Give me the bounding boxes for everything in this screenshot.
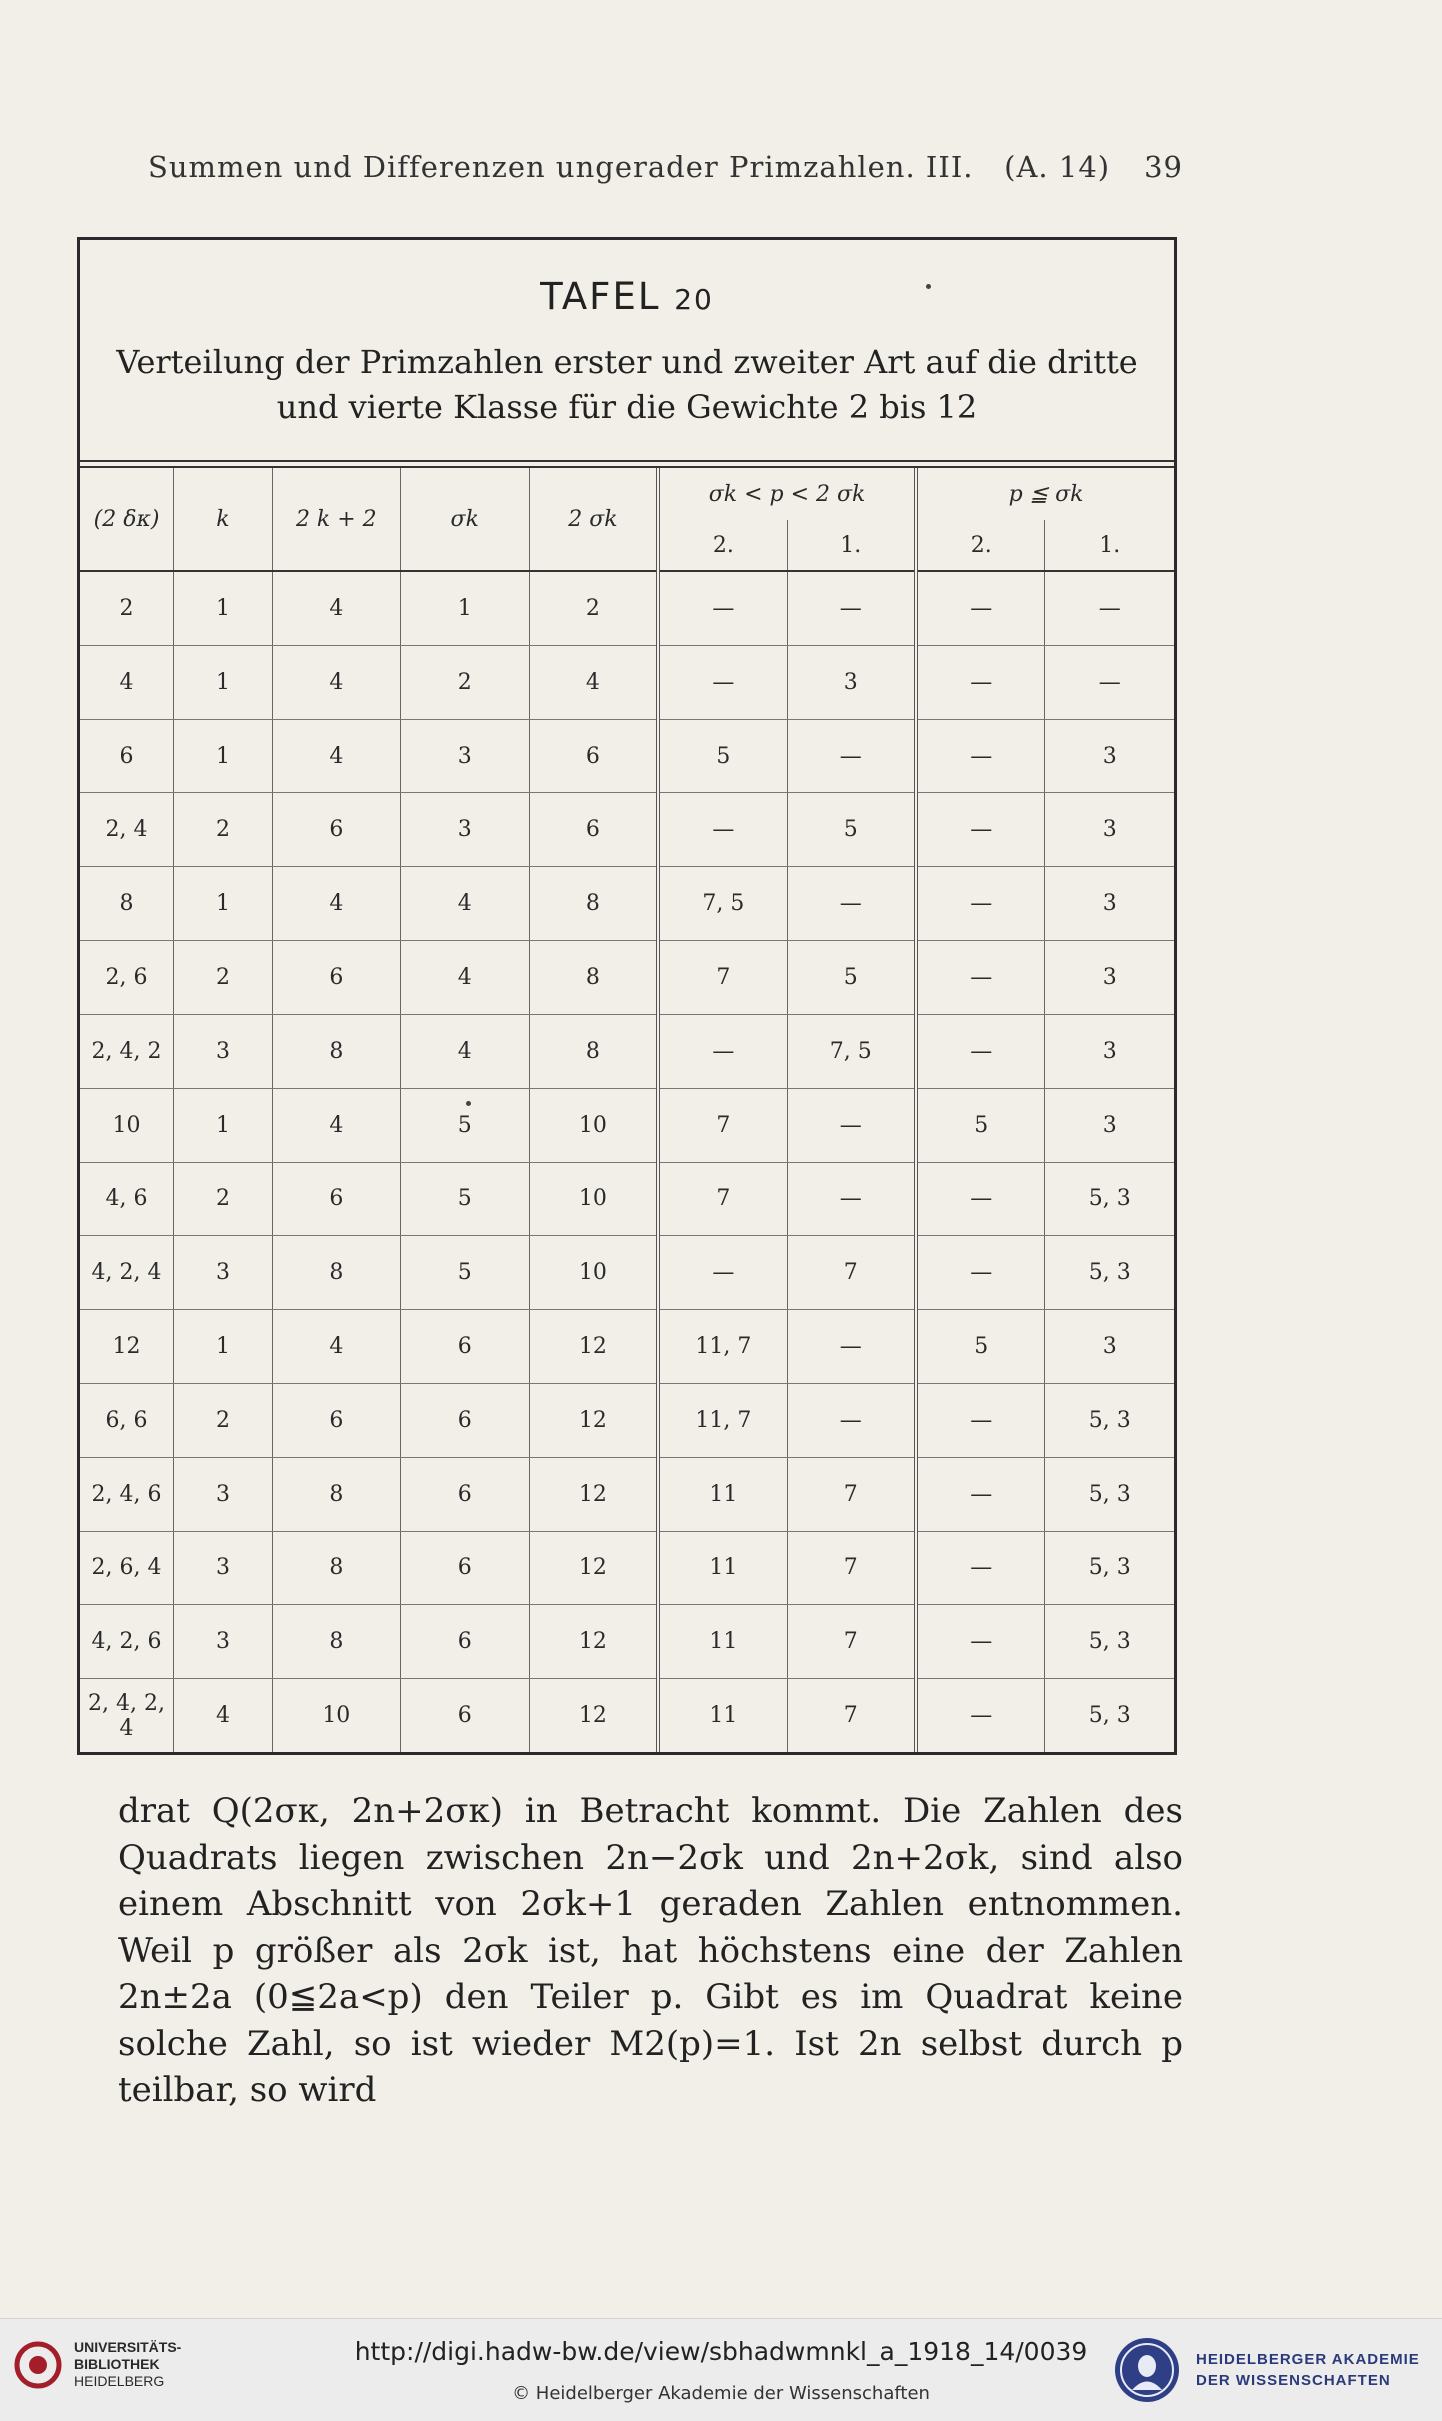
table-title-word: TAFEL (540, 275, 661, 318)
table-cell: 10 (529, 1236, 658, 1310)
table-row (80, 1605, 1174, 1679)
body-paragraph (118, 1788, 1183, 2114)
library-line-1: UNIVERSITÄTS- (74, 2339, 182, 2355)
table-row (80, 1088, 1174, 1162)
table-cell: 5 (787, 941, 916, 1015)
table-cell: 11 (658, 1457, 787, 1531)
table-cell: 4, 6 (80, 1162, 174, 1236)
table-cell: 2, 6, 4 (80, 1531, 174, 1605)
table-cell: 2, 4 (80, 793, 174, 867)
table-cell: 7 (787, 1457, 916, 1531)
table-cell: 2, 4, 2 (80, 1014, 174, 1088)
table-cell: — (658, 793, 787, 867)
table-cell: 7 (787, 1531, 916, 1605)
table-cell: 10 (272, 1679, 400, 1752)
table-cell: 3 (400, 793, 529, 867)
ink-speck (926, 284, 931, 289)
table-cell: 10 (529, 1088, 658, 1162)
table-cell: 8 (80, 867, 174, 941)
table-cell: — (1045, 571, 1174, 645)
table-cell: 7 (658, 941, 787, 1015)
table-row (80, 1236, 1174, 1310)
table-cell: 2 (174, 1383, 273, 1457)
running-head-title: Summen und Differenzen ungerader Primzahlen. III. (148, 150, 974, 184)
table-cell: 3 (1045, 1088, 1174, 1162)
table-cell: — (916, 1014, 1045, 1088)
table-row (80, 867, 1174, 941)
table-cell: 7 (787, 1605, 916, 1679)
table-cell: 4 (174, 1679, 273, 1752)
table-cell: 1 (174, 867, 273, 941)
table-caption-line-1: Verteilung der Primzahlen erster und zweiter Art auf die dritte (116, 343, 1138, 381)
table-cell: — (658, 645, 787, 719)
copyright-notice: © Heidelberger Akademie der Wissenschaften (512, 2383, 930, 2404)
table-cell: — (1045, 645, 1174, 719)
table-cell: — (916, 1162, 1045, 1236)
table-cell: 3 (1045, 1014, 1174, 1088)
table-cell: 6 (272, 1162, 400, 1236)
table-cell: 2 (174, 941, 273, 1015)
table-cell: 11 (658, 1679, 787, 1752)
table-cell: 3 (174, 1457, 273, 1531)
table-cell: 5 (787, 793, 916, 867)
library-line-2: BIBLIOTHEK (74, 2356, 160, 2372)
table-cell: 12 (529, 1457, 658, 1531)
table-cell: 7 (787, 1679, 916, 1752)
table-cell: 1 (174, 719, 273, 793)
source-url-link[interactable]: http://digi.hadw-bw.de/view/sbhadwmnkl_a_1918_14/0039 (354, 2337, 1088, 2366)
table-cell: 5 (400, 1162, 529, 1236)
table-cell: 4 (400, 867, 529, 941)
table-cell: 2, 4, 2, 4 (80, 1679, 174, 1752)
table-cell: 5, 3 (1045, 1383, 1174, 1457)
table-cell: 4 (272, 1310, 400, 1384)
library-line-3: HEIDELBERG (74, 2373, 165, 2389)
academy-seal-icon (1112, 2335, 1182, 2405)
table-cell: 6 (400, 1531, 529, 1605)
table-row (80, 1014, 1174, 1088)
table-cell: 5, 3 (1088, 1703, 1131, 1729)
table-cell: 1 (400, 571, 529, 645)
header-group-below: p ≦ σk (1008, 481, 1084, 507)
footer-bar (0, 2318, 1442, 2421)
table-cell: 8 (272, 1605, 400, 1679)
table-cell: — (787, 1162, 916, 1236)
table-cell: 2, 6 (80, 941, 174, 1015)
table-cell: — (787, 719, 916, 793)
table-cell: — (787, 1088, 916, 1162)
table-cell: 11 (658, 1531, 787, 1605)
table-cell: 5 (400, 1236, 529, 1310)
table-cell: — (658, 1236, 787, 1310)
table-cell: — (916, 1605, 1045, 1679)
table-cell: 4 (272, 1088, 400, 1162)
table-cell: 6 (400, 1310, 529, 1384)
table-title (80, 275, 1174, 318)
table-cell: 4 (80, 645, 174, 719)
table-caption (80, 340, 1174, 430)
table-cell: 11, 7 (658, 1310, 787, 1384)
table-cell: 4 (272, 645, 400, 719)
table-cell: 1 (174, 1310, 273, 1384)
table-cell: 6 (272, 941, 400, 1015)
table-row (80, 793, 1174, 867)
table-cell: 5 (658, 719, 787, 793)
header-sigma-k: σk (400, 468, 529, 571)
table-row (80, 571, 1174, 645)
subheader-2: 2. (658, 520, 787, 571)
table-cell: 7 (658, 1088, 787, 1162)
table-cell: — (916, 867, 1045, 941)
table-cell: 5 (400, 1088, 529, 1162)
ink-speck (466, 1101, 471, 1106)
table-cell: 3 (174, 1531, 273, 1605)
table-cell: 5 (916, 1310, 1045, 1384)
table-cell: 8 (272, 1457, 400, 1531)
table-cell: 8 (272, 1236, 400, 1310)
table-cell: 1 (174, 1088, 273, 1162)
running-head (148, 150, 1183, 184)
table-cell: 3 (1045, 719, 1174, 793)
table-cell: — (916, 571, 1045, 645)
table-row (80, 719, 1174, 793)
table-cell: 6 (400, 1679, 529, 1752)
header-group-between: σk < p < 2 σk (658, 468, 916, 520)
table-cell: 6 (529, 793, 658, 867)
table-cell: 4 (400, 1014, 529, 1088)
academy-logo (1112, 2331, 1432, 2411)
table-cell: 6 (272, 1383, 400, 1457)
table-cell: — (916, 941, 1045, 1015)
header-2k-plus-2: 2 k + 2 (272, 468, 400, 571)
table-cell: — (916, 1679, 1045, 1752)
running-head-right (1004, 150, 1183, 184)
table-cell: 3 (1045, 1310, 1174, 1384)
table-cell: 5 (916, 1088, 1045, 1162)
table-cell: — (916, 1531, 1045, 1605)
subheader-1: 1. (1045, 520, 1174, 571)
table-cell: — (658, 1014, 787, 1088)
table-row (80, 1383, 1174, 1457)
table-cell: 3 (174, 1014, 273, 1088)
header-k: k (174, 468, 273, 571)
table-row (80, 1310, 1174, 1384)
table-cell: 1 (174, 571, 273, 645)
table-row (80, 1679, 1174, 1752)
table-cell: 2 (174, 1162, 273, 1236)
table-cell: 10 (529, 1162, 658, 1236)
table-cell: 10 (80, 1088, 174, 1162)
table-cell: 7, 5 (787, 1014, 916, 1088)
table-cell: — (916, 645, 1045, 719)
table-cell: — (916, 1383, 1045, 1457)
table-cell: — (916, 1457, 1045, 1531)
table-cell: 6 (400, 1383, 529, 1457)
table-cell: — (787, 867, 916, 941)
table-cell: 8 (272, 1014, 400, 1088)
table-cell: 3 (174, 1236, 273, 1310)
table-cell: 5, 3 (1045, 1605, 1174, 1679)
table-cell: — (787, 1310, 916, 1384)
academy-name (1196, 2349, 1420, 2391)
table-cell: 8 (529, 1014, 658, 1088)
table-cell: 6 (529, 719, 658, 793)
table-cell: 7, 5 (658, 867, 787, 941)
table-cell: 5, 3 (1045, 1531, 1174, 1605)
table-row (80, 1162, 1174, 1236)
subheader-1: 1. (787, 520, 916, 571)
table-cell: 3 (400, 719, 529, 793)
table-cell: 8 (272, 1531, 400, 1605)
section-label: (A. 14) (1004, 150, 1111, 184)
table-caption-line-2: und vierte Klasse für die Gewichte 2 bis 12 (276, 388, 978, 426)
table-cell: 6 (80, 719, 174, 793)
table-cell: 7 (658, 1162, 787, 1236)
table-cell: — (916, 1236, 1045, 1310)
table-cell: 12 (529, 1310, 658, 1384)
page-number: 39 (1144, 150, 1183, 184)
table-cell: 4 (272, 867, 400, 941)
header-2-sigma-k: 2 σk (529, 468, 658, 571)
table-cell: 5, 3 (1045, 1162, 1174, 1236)
table-frame (77, 237, 1177, 1755)
table-cell: 6 (272, 793, 400, 867)
table-cell: 8 (529, 941, 658, 1015)
table-cell: 8 (529, 867, 658, 941)
data-table (80, 468, 1174, 1752)
academy-line-1: HEIDELBERGER AKADEMIE (1196, 2351, 1420, 2368)
table-cell: 11 (658, 1605, 787, 1679)
table-cell: 2 (400, 645, 529, 719)
table-row (80, 1531, 1174, 1605)
table-cell: 12 (80, 1310, 174, 1384)
table-cell: 3 (1045, 793, 1174, 867)
table-cell: 3 (174, 1605, 273, 1679)
table-cell: — (787, 1383, 916, 1457)
table-cell: 6 (400, 1605, 529, 1679)
table-body (80, 571, 1174, 1752)
table-row (80, 941, 1174, 1015)
table-cell: 4 (272, 571, 400, 645)
table-cell: 12 (529, 1531, 658, 1605)
table-cell: 2 (529, 571, 658, 645)
table-cell: 3 (787, 645, 916, 719)
table-cell: 2 (80, 571, 174, 645)
table-row (80, 1457, 1174, 1531)
table-cell: 12 (529, 1605, 658, 1679)
subheader-2: 2. (916, 520, 1045, 571)
table-cell: 7 (787, 1236, 916, 1310)
table-cell: 12 (529, 1679, 658, 1752)
table-cell: 4 (529, 645, 658, 719)
table-cell: 2 (174, 793, 273, 867)
table-cell: 6 (400, 1457, 529, 1531)
table-cell: — (658, 571, 787, 645)
table-cell: 11, 7 (658, 1383, 787, 1457)
table-cell: 4 (272, 719, 400, 793)
table-cell: 2, 4, 6 (80, 1457, 174, 1531)
table-cell: 4, 2, 4 (80, 1236, 174, 1310)
body-text: drat Q(2σκ, 2n+2σκ) in Betracht kommt. Die Zahlen des Quadrats liegen zwischen 2n−2σk und 2n+2σk, sind also einem Abschnitt von 2σk+1 geraden Zahlen entnommen. Weil p größer als 2σk ist, hat höchstens eine der Zahlen 2n±2a (0≦2a<p) den Teiler p. Gibt es im Quadrat keine solche Zahl, so ist wieder M2(p)=1. Ist 2n selbst durch p teilbar, so wird (118, 1791, 1183, 2110)
table-cell: 12 (529, 1383, 658, 1457)
table-cell: 3 (1045, 941, 1174, 1015)
table-cell: — (916, 719, 1045, 793)
table-cell: 5, 3 (1045, 1457, 1174, 1531)
academy-line-2: DER WISSENSCHAFTEN (1196, 2372, 1391, 2389)
table-row (80, 645, 1174, 719)
table-cell: 3 (1045, 867, 1174, 941)
table-title-number: 20 (674, 283, 714, 316)
header-2-delta: (2 δκ) (80, 468, 174, 571)
table-cell: 4, 2, 6 (80, 1605, 174, 1679)
table-cell: 6, 6 (80, 1383, 174, 1457)
table-cell: 5, 3 (1045, 1236, 1174, 1310)
table-cell: 4 (400, 941, 529, 1015)
table-cell: 1 (174, 645, 273, 719)
table-cell: — (787, 571, 916, 645)
table-cell: — (916, 793, 1045, 867)
caption-rule (80, 460, 1174, 468)
